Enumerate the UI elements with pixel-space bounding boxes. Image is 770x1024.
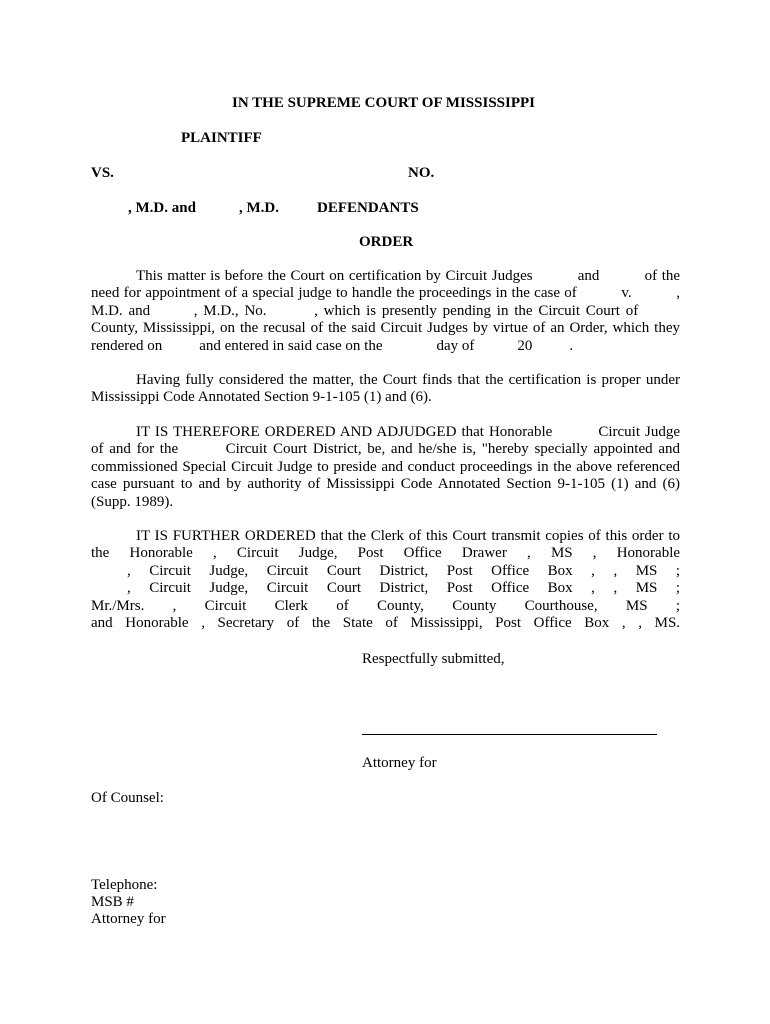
para3-line1: IT IS THEREFORE ORDERED AND ADJUDGED that Honorable Circuit Judge xyxy=(136,424,681,440)
para4-line2: the Honorable , Circuit Judge, Post Office Drawer , MS , Honorable xyxy=(91,545,681,562)
para4-line6: and Honorable , Secretary of the State of Mississippi, Post Office Box , , MS. xyxy=(91,614,681,631)
respectfully-submitted: Respectfully submitted, xyxy=(362,651,505,667)
plaintiff-label: PLAINTIFF xyxy=(181,130,262,146)
paragraph-finding xyxy=(91,372,680,407)
para3-line2: of and for the Circuit Court District, be, and he/she is, "hereby specially appointed and xyxy=(91,441,681,458)
defendant-md: , M.D. xyxy=(239,200,279,216)
defendant-md-and: , M.D. and xyxy=(128,200,196,216)
para2-line2: Mississippi Code Annotated Section 9-1-105 (1) and (6). xyxy=(91,389,432,406)
order-title: ORDER xyxy=(359,234,414,250)
para1-line3: M.D. and , M.D., No. , which is presently pending in the Circuit Court of xyxy=(91,302,639,319)
para3-line5: (Supp. 1989). xyxy=(91,493,174,510)
vs-label: VS. xyxy=(91,165,114,181)
footer-attorney-for: Attorney for xyxy=(91,911,166,927)
para3-line3: commissioned Special Circuit Judge to preside and conduct proceedings in the above referenced xyxy=(91,458,680,475)
telephone-label: Telephone: xyxy=(91,877,158,893)
para1-line1: This matter is before the Court on certification by Circuit Judges and of the xyxy=(136,268,681,284)
para1-line5: rendered on and entered in said case on the day of 20 . xyxy=(91,337,574,354)
para4-line1: IT IS FURTHER ORDERED that the Clerk of this Court transmit copies of this order to xyxy=(136,528,680,544)
paragraph-certification xyxy=(91,268,680,355)
msb-label: MSB # xyxy=(91,894,134,910)
para4-line4: , Circuit Judge, Circuit Court District, Post Office Box , , MS ; xyxy=(127,580,681,597)
para1-line4: County, Mississippi, on the recusal of the said Circuit Judges by virtue of an Order, which they xyxy=(91,320,680,337)
defendants-label: DEFENDANTS xyxy=(317,200,419,216)
signature-line xyxy=(362,734,657,735)
para4-line3: , Circuit Judge, Circuit Court District, Post Office Box , , MS ; xyxy=(127,562,681,579)
paragraph-transmit-copies xyxy=(91,528,680,632)
signature-attorney-for: Attorney for xyxy=(362,755,437,771)
of-counsel: Of Counsel: xyxy=(91,790,164,806)
case-number-label: NO. xyxy=(408,165,435,181)
paragraph-appointment xyxy=(91,424,680,511)
court-title: IN THE SUPREME COURT OF MISSISSIPPI xyxy=(232,95,536,111)
para2-line1: Having fully considered the matter, the Court finds that the certification is proper under xyxy=(136,372,680,388)
para3-line4: case pursuant to and by authority of Mississippi Code Annotated Section 9-1-105 (1) and (6) xyxy=(91,476,680,493)
para4-line5: Mr./Mrs. , Circuit Clerk of County, County Courthouse, MS ; xyxy=(91,597,681,614)
para1-line2: need for appointment of a special judge to handle the proceedings in the case of v. , xyxy=(91,285,681,302)
